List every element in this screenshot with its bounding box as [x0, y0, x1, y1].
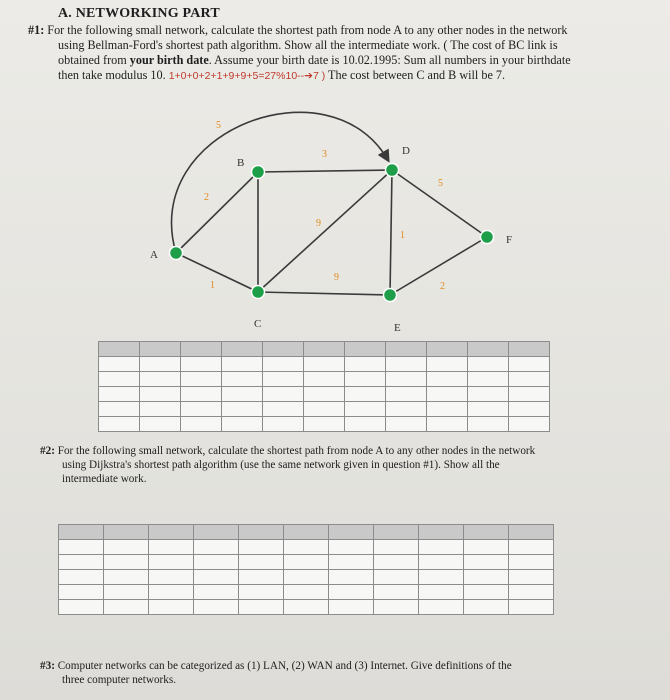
bellman-ford-table-cell[interactable] — [509, 372, 550, 387]
bellman-ford-table-cell[interactable] — [468, 357, 509, 372]
dijkstra-table-cell[interactable] — [374, 600, 419, 615]
question-3-number: #3: — [40, 660, 55, 672]
bellman-ford-table-cell[interactable] — [181, 387, 222, 402]
bellman-ford-table-cell[interactable] — [427, 402, 468, 417]
bellman-ford-table-cell[interactable] — [263, 342, 304, 357]
bellman-ford-table-row — [99, 342, 550, 357]
bellman-ford-table-cell[interactable] — [99, 417, 140, 432]
dijkstra-table-cell[interactable] — [329, 525, 374, 540]
bellman-ford-table-cell[interactable] — [263, 357, 304, 372]
bellman-ford-table-cell[interactable] — [304, 417, 345, 432]
node-label-b: B — [237, 157, 245, 169]
bellman-ford-table-cell[interactable] — [181, 417, 222, 432]
bellman-ford-table-cell[interactable] — [222, 402, 263, 417]
bellman-ford-table-cell[interactable] — [468, 417, 509, 432]
bellman-ford-table-cell[interactable] — [427, 342, 468, 357]
dijkstra-table-cell[interactable] — [509, 585, 554, 600]
dijkstra-table-cell[interactable] — [464, 600, 509, 615]
bellman-ford-table-cell[interactable] — [386, 357, 427, 372]
bellman-ford-table-cell[interactable] — [181, 342, 222, 357]
question-3-line-1: Computer networks can be categorized as (1) LAN, (2) WAN and (3) Internet. Give definitions of the — [57, 660, 512, 672]
node-label-d: D — [402, 145, 410, 157]
dijkstra-table-cell[interactable] — [104, 555, 149, 570]
dijkstra-table-cell[interactable] — [149, 585, 194, 600]
bellman-ford-table-cell[interactable] — [263, 387, 304, 402]
question-1-line-4-pre: then take modulus 10. — [58, 68, 169, 82]
dijkstra-table-cell[interactable] — [194, 570, 239, 585]
bellman-ford-table-cell[interactable] — [386, 387, 427, 402]
bellman-ford-table-cell[interactable] — [509, 417, 550, 432]
bellman-ford-table-row — [99, 417, 550, 432]
question-2-line-1: For the following small network, calculate the shortest path from node A to any other nodes in the network — [57, 445, 536, 457]
dijkstra-table-cell[interactable] — [329, 600, 374, 615]
dijkstra-table-cell[interactable] — [509, 600, 554, 615]
dijkstra-table-cell[interactable] — [509, 540, 554, 555]
dijkstra-table-cell[interactable] — [419, 585, 464, 600]
dijkstra-table-cell[interactable] — [59, 540, 104, 555]
dijkstra-table-cell[interactable] — [149, 600, 194, 615]
bellman-ford-table-cell[interactable] — [304, 357, 345, 372]
bellman-ford-table-cell[interactable] — [263, 372, 304, 387]
question-2-number: #2: — [40, 445, 55, 457]
bellman-ford-table-cell[interactable] — [468, 402, 509, 417]
dijkstra-table-cell[interactable] — [374, 555, 419, 570]
dijkstra-table-cell[interactable] — [329, 540, 374, 555]
dijkstra-table-cell[interactable] — [374, 540, 419, 555]
edge-weight-a-c: 1 — [210, 280, 215, 291]
dijkstra-table-cell[interactable] — [239, 600, 284, 615]
bellman-ford-table-cell[interactable] — [222, 417, 263, 432]
bellman-ford-table-cell[interactable] — [509, 357, 550, 372]
bellman-ford-table-cell[interactable] — [304, 387, 345, 402]
question-1-line-1: For the following small network, calculate the shortest path from node A to any other nodes in the network — [47, 23, 568, 37]
bellman-ford-table-cell[interactable] — [140, 402, 181, 417]
dijkstra-table-cell[interactable] — [104, 600, 149, 615]
dijkstra-table-cell[interactable] — [149, 525, 194, 540]
question-1-line-2: using Bellman-Ford's shortest path algorithm. Show all the intermediate work. ( The cost of BC link is — [58, 38, 558, 52]
edge-a-b — [176, 172, 258, 253]
bellman-ford-table-row — [99, 402, 550, 417]
dijkstra-table-cell[interactable] — [194, 555, 239, 570]
bellman-ford-table-cell[interactable] — [427, 372, 468, 387]
bellman-ford-table-cell[interactable] — [304, 342, 345, 357]
bellman-ford-table-row — [99, 357, 550, 372]
dijkstra-table-cell[interactable] — [374, 525, 419, 540]
bellman-ford-table-cell[interactable] — [345, 387, 386, 402]
bellman-ford-table-cell[interactable] — [140, 387, 181, 402]
dijkstra-table-cell[interactable] — [59, 525, 104, 540]
bellman-ford-table-cell[interactable] — [99, 402, 140, 417]
bellman-ford-table-cell[interactable] — [468, 387, 509, 402]
dijkstra-table-cell[interactable] — [329, 570, 374, 585]
dijkstra-table-cell[interactable] — [104, 525, 149, 540]
edge-c-d — [258, 170, 392, 292]
question-1-line-3-pre: obtained from — [58, 53, 130, 67]
edge-weight-c-e: 9 — [334, 272, 339, 283]
dijkstra-table-cell[interactable] — [464, 525, 509, 540]
dijkstra-table-cell[interactable] — [464, 570, 509, 585]
dijkstra-table-cell[interactable] — [419, 570, 464, 585]
bellman-ford-table-cell[interactable] — [427, 417, 468, 432]
question-1-number: #1: — [28, 23, 45, 37]
bellman-ford-table — [98, 341, 550, 432]
question-1-line-3-post: . Assume your birth date is 10.02.1995: Sum all numbers in your birthdate — [208, 53, 571, 67]
dijkstra-table-row — [59, 585, 554, 600]
bellman-ford-table-cell[interactable] — [222, 342, 263, 357]
birth-date-emphasis: your birth date — [129, 53, 209, 67]
edge-a-c — [176, 253, 258, 292]
bellman-ford-table-row — [99, 372, 550, 387]
edge-d-e — [390, 170, 392, 295]
node-b — [252, 166, 265, 179]
node-a — [170, 247, 183, 260]
bellman-ford-table-cell[interactable] — [386, 342, 427, 357]
dijkstra-table-cell[interactable] — [194, 525, 239, 540]
edge-b-d — [258, 170, 392, 172]
dijkstra-table-cell[interactable] — [239, 585, 284, 600]
bellman-ford-table-cell[interactable] — [222, 372, 263, 387]
dijkstra-table-cell[interactable] — [194, 540, 239, 555]
question-2-line-3: intermediate work. — [62, 473, 147, 485]
dijkstra-table-row — [59, 525, 554, 540]
dijkstra-table-row — [59, 555, 554, 570]
question-3-line-2: three computer networks. — [62, 674, 177, 686]
bellman-ford-table-row — [99, 387, 550, 402]
dijkstra-table-cell[interactable] — [149, 570, 194, 585]
node-f — [481, 231, 494, 244]
dijkstra-table-cell[interactable] — [509, 570, 554, 585]
question-2-line-2: using Dijkstra's shortest path algorithm (use the same network given in question #1). Show all the — [62, 459, 500, 471]
dijkstra-table-row — [59, 570, 554, 585]
dijkstra-table-cell[interactable] — [59, 600, 104, 615]
dijkstra-table-cell[interactable] — [464, 540, 509, 555]
dijkstra-table-cell[interactable] — [329, 555, 374, 570]
edge-a-d — [171, 112, 388, 253]
bellman-ford-table-cell[interactable] — [140, 417, 181, 432]
bellman-ford-table-cell[interactable] — [304, 402, 345, 417]
birthdate-calculation: 1+0+0+2+1+9+9+5=27%10--➔7 ) — [168, 70, 326, 82]
dijkstra-table-cell[interactable] — [374, 585, 419, 600]
edge-e-f — [390, 237, 487, 295]
dijkstra-table-cell[interactable] — [284, 525, 329, 540]
bellman-ford-table-cell[interactable] — [345, 372, 386, 387]
bellman-ford-table-cell[interactable] — [386, 417, 427, 432]
bellman-ford-table-cell[interactable] — [509, 387, 550, 402]
dijkstra-table-cell[interactable] — [194, 585, 239, 600]
question-1-line-4-post: The cost between C and B will be 7. — [325, 68, 506, 82]
dijkstra-table-cell[interactable] — [509, 555, 554, 570]
node-e — [384, 289, 397, 302]
node-c — [252, 286, 265, 299]
dijkstra-table-cell[interactable] — [104, 570, 149, 585]
edge-weight-d-f: 5 — [438, 178, 443, 189]
question-3 — [40, 659, 640, 687]
node-label-e: E — [394, 322, 401, 334]
edge-weight-b-d: 3 — [322, 149, 327, 160]
edge-weight-e-f: 2 — [440, 281, 445, 292]
dijkstra-table-cell[interactable] — [59, 570, 104, 585]
edge-weight-d-e: 1 — [400, 230, 405, 241]
bellman-ford-table-cell[interactable] — [140, 342, 181, 357]
dijkstra-table-cell[interactable] — [149, 555, 194, 570]
dijkstra-table-cell[interactable] — [194, 600, 239, 615]
dijkstra-table-cell[interactable] — [329, 585, 374, 600]
bellman-ford-table-cell[interactable] — [468, 342, 509, 357]
edge-weight-c-d: 9 — [316, 218, 321, 229]
dijkstra-table-cell[interactable] — [419, 525, 464, 540]
bellman-ford-table-cell[interactable] — [181, 357, 222, 372]
bellman-ford-table-cell[interactable] — [304, 372, 345, 387]
bellman-ford-table-cell[interactable] — [263, 417, 304, 432]
dijkstra-table-cell[interactable] — [239, 570, 284, 585]
dijkstra-table-cell[interactable] — [374, 570, 419, 585]
dijkstra-table-cell[interactable] — [239, 525, 284, 540]
bellman-ford-table-cell[interactable] — [427, 387, 468, 402]
dijkstra-table-cell[interactable] — [419, 540, 464, 555]
edge-c-e — [258, 292, 390, 295]
bellman-ford-table-cell[interactable] — [181, 372, 222, 387]
node-label-c: C — [254, 318, 262, 330]
bellman-ford-table-cell[interactable] — [140, 357, 181, 372]
dijkstra-table-row — [59, 600, 554, 615]
dijkstra-table-cell[interactable] — [239, 555, 284, 570]
bellman-ford-table-cell[interactable] — [263, 402, 304, 417]
bellman-ford-table-cell[interactable] — [345, 402, 386, 417]
bellman-ford-table-cell[interactable] — [427, 357, 468, 372]
node-label-f: F — [506, 234, 513, 246]
dijkstra-table-cell[interactable] — [284, 555, 329, 570]
bellman-ford-table-cell[interactable] — [140, 372, 181, 387]
section-heading: A. NETWORKING PART — [58, 6, 220, 21]
edge-weight-a-d: 5 — [216, 120, 221, 131]
bellman-ford-table-cell[interactable] — [222, 357, 263, 372]
bellman-ford-table-cell[interactable] — [345, 357, 386, 372]
dijkstra-table-cell[interactable] — [419, 555, 464, 570]
dijkstra-table-cell[interactable] — [284, 570, 329, 585]
bellman-ford-table-cell[interactable] — [386, 372, 427, 387]
dijkstra-table-cell[interactable] — [149, 540, 194, 555]
bellman-ford-table-cell[interactable] — [509, 342, 550, 357]
node-d — [386, 164, 399, 177]
bellman-ford-table-cell[interactable] — [468, 372, 509, 387]
dijkstra-table-cell[interactable] — [284, 600, 329, 615]
dijkstra-table-cell[interactable] — [284, 585, 329, 600]
bellman-ford-table-cell[interactable] — [222, 387, 263, 402]
dijkstra-table — [58, 524, 554, 615]
dijkstra-table-cell[interactable] — [104, 540, 149, 555]
bellman-ford-table-cell[interactable] — [386, 402, 427, 417]
bellman-ford-table-cell[interactable] — [345, 417, 386, 432]
bellman-ford-table-cell[interactable] — [345, 342, 386, 357]
dijkstra-table-cell[interactable] — [464, 555, 509, 570]
dijkstra-table-cell[interactable] — [464, 585, 509, 600]
bellman-ford-table-cell[interactable] — [99, 372, 140, 387]
bellman-ford-table-cell[interactable] — [99, 342, 140, 357]
dijkstra-table-cell[interactable] — [104, 585, 149, 600]
dijkstra-table-cell[interactable] — [239, 540, 284, 555]
question-2 — [40, 444, 630, 486]
dijkstra-table-cell[interactable] — [284, 540, 329, 555]
dijkstra-table-row — [59, 540, 554, 555]
bellman-ford-table-cell[interactable] — [99, 387, 140, 402]
dijkstra-table-cell[interactable] — [59, 585, 104, 600]
dijkstra-table-cell[interactable] — [419, 600, 464, 615]
dijkstra-table-cell[interactable] — [509, 525, 554, 540]
node-label-a: A — [150, 249, 158, 261]
bellman-ford-table-cell[interactable] — [509, 402, 550, 417]
bellman-ford-table-cell[interactable] — [181, 402, 222, 417]
edge-weight-a-b: 2 — [204, 192, 209, 203]
dijkstra-table-cell[interactable] — [59, 555, 104, 570]
bellman-ford-table-cell[interactable] — [99, 357, 140, 372]
